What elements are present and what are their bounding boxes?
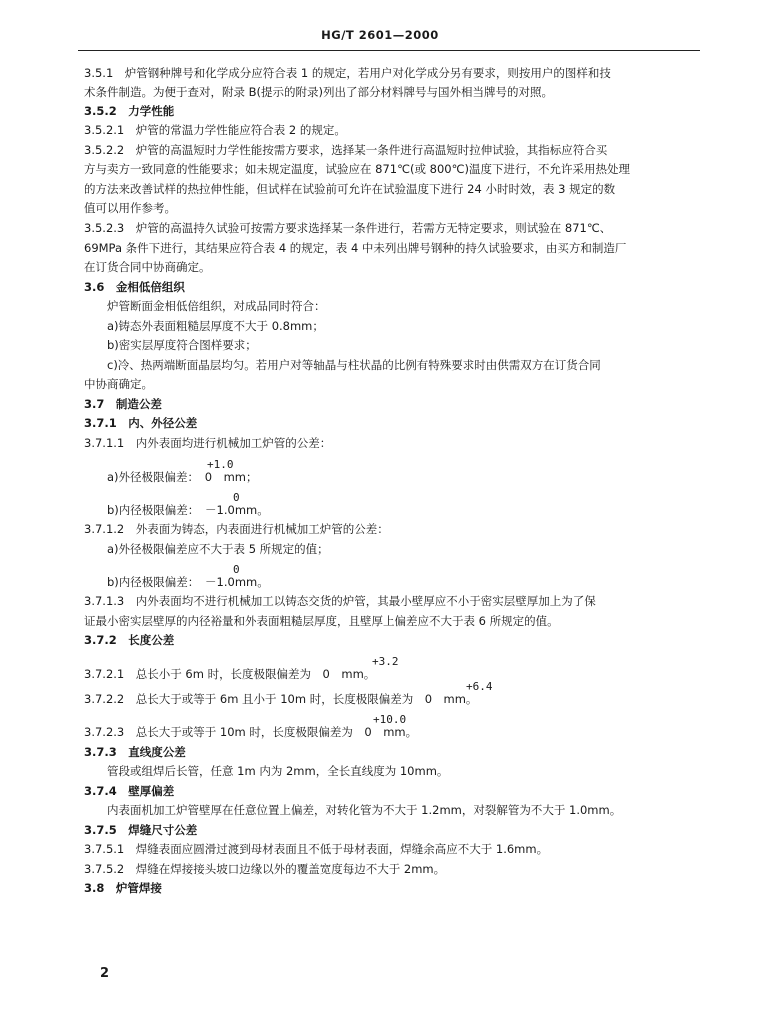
clause-3-7-1-3-line2: 证最小密实层壁厚的内径裕量和外表面粗糙层厚度，且壁厚上偏差应不大于表 6 所规定的值。: [84, 614, 559, 628]
clause-3-5-2-2-line4: 值可以用作参考。: [84, 201, 176, 215]
heading-3-7-2: 3.7.2 长度公差: [84, 633, 175, 647]
clause-3-5-2-2-line2: 方与卖方一致同意的性能要求；如未规定温度，试验应在 871℃(或 800℃)温度下进行，不允许采用热处理: [84, 162, 631, 176]
item-3-6-b: b)密实层厚度符合图样要求；: [107, 338, 257, 352]
page-number: 2: [100, 966, 110, 981]
length-tolerance-upper-1: +3.2: [372, 655, 399, 668]
clause-3-7-1-2: 3.7.1.2 外表面为铸态，内表面进行机械加工炉管的公差：: [84, 522, 389, 536]
heading-3-7: 3.7 制造公差: [84, 397, 162, 411]
heading-3-7-5: 3.7.5 焊缝尺寸公差: [84, 823, 198, 837]
heading-3-7-1: 3.7.1 内、外径公差: [84, 416, 198, 430]
item-3-6-c-line1: c)冷、热两端断面晶层均匀。若用户对等轴晶与柱状晶的比例有特殊要求时由供需双方在订货合同: [107, 358, 601, 372]
item-3-7-1-1-a: a)外径极限偏差： 0 mm；: [107, 470, 258, 484]
clause-3-7-4-body: 内表面机加工炉管壁厚在任意位置上偏差，对转化管为不大于 1.2mm，对裂解管为不大于 1.0mm。: [107, 803, 622, 817]
clause-3-5-1-line2: 术条件制造。为便于查对，附录 B(提示的附录)列出了部分材料牌号与国外相当牌号的对照。: [84, 85, 554, 99]
id-upper-tolerance-2: 0: [233, 563, 240, 576]
clause-3-7-2-1: 3.7.2.1 总长小于 6m 时，长度极限偏差为 0 mm。: [84, 667, 376, 681]
heading-3-6: 3.6 金相低倍组织: [84, 280, 185, 294]
clause-3-5-2-3-line1: 3.5.2.3 炉管的高温持久试验可按需方要求选择某一条件进行，若需方无特定要求，则试验在 871℃、: [84, 221, 612, 235]
item-3-7-1-2-a: a)外径极限偏差应不大于表 5 所规定的值；: [107, 542, 329, 556]
heading-3-8: 3.8 炉管焊接: [84, 881, 162, 895]
clause-3-5-2-2-line1: 3.5.2.2 炉管的高温短时力学性能按需方要求，选择某一条件进行高温短时拉伸试验，其指标应符合买: [84, 143, 608, 157]
clause-3-7-2-3: 3.7.2.3 总长大于或等于 10m 时，长度极限偏差为 0 mm。: [84, 725, 418, 739]
clause-3-7-3-body: 管段或组焊后长管，任意 1m 内为 2mm，全长直线度为 10mm。: [107, 764, 449, 778]
clause-3-7-5-2: 3.7.5.2 焊缝在焊接接头坡口边缘以外的覆盖宽度每边不大于 2mm。: [84, 862, 446, 876]
standard-code-header: HG/T 2601—2000: [321, 28, 439, 42]
length-tolerance-upper-2: +6.4: [466, 680, 493, 693]
clause-3-7-5-1: 3.7.5.1 焊缝表面应圆滑过渡到母材表面且不低于母材表面，焊缝余高应不大于 1.6mm。: [84, 842, 549, 856]
length-tolerance-upper-3: +10.0: [373, 713, 407, 726]
clause-3-7-2-2: 3.7.2.2 总长大于或等于 6m 且小于 10m 时，长度极限偏差为 0 mm。: [84, 692, 478, 706]
heading-3-7-4: 3.7.4 壁厚偏差: [84, 784, 175, 798]
clause-3-5-2-3-line3: 在订货合同中协商确定。: [84, 260, 211, 274]
clause-3-5-2-1: 3.5.2.1 炉管的常温力学性能应符合表 2 的规定。: [84, 123, 346, 137]
item-3-7-1-1-b: b)内径极限偏差： －1.0mm。: [107, 503, 269, 517]
clause-3-6-intro: 炉管断面金相低倍组织，对成品同时符合：: [107, 299, 326, 313]
item-3-6-a: a)铸态外表面粗糙层厚度不大于 0.8mm；: [107, 319, 324, 333]
clause-3-5-2-2-line3: 的方法来改善试样的热拉伸性能，但试样在试验前可允许在试验温度下进行 24 小时时效，表 3 规定的数: [84, 182, 616, 196]
clause-3-5-2-3-line2: 69MPa 条件下进行，其结果应符合表 4 的规定，表 4 中未列出牌号钢种的持久试验要求，由买方和制造厂: [84, 241, 627, 255]
clause-3-5-1-line1: 3.5.1 炉管钢种牌号和化学成分应符合表 1 的规定，若用户对化学成分另有要求，则按用户的图样和技: [84, 66, 611, 80]
id-upper-tolerance: 0: [233, 491, 240, 504]
od-upper-tolerance: +1.0: [207, 458, 234, 471]
item-3-6-c-line2: 中协商确定。: [84, 377, 153, 391]
heading-3-7-3: 3.7.3 直线度公差: [84, 745, 186, 759]
item-3-7-1-2-b: b)内径极限偏差： －1.0mm。: [107, 575, 269, 589]
clause-3-7-1-3-line1: 3.7.1.3 内外表面均不进行机械加工以铸态交货的炉管，其最小壁厚应不小于密实层壁厚加上为了保: [84, 594, 596, 608]
heading-3-5-2: 3.5.2 力学性能: [84, 104, 175, 118]
header-rule: [78, 50, 700, 51]
clause-3-7-1-1: 3.7.1.1 内外表面均进行机械加工炉管的公差：: [84, 436, 332, 450]
